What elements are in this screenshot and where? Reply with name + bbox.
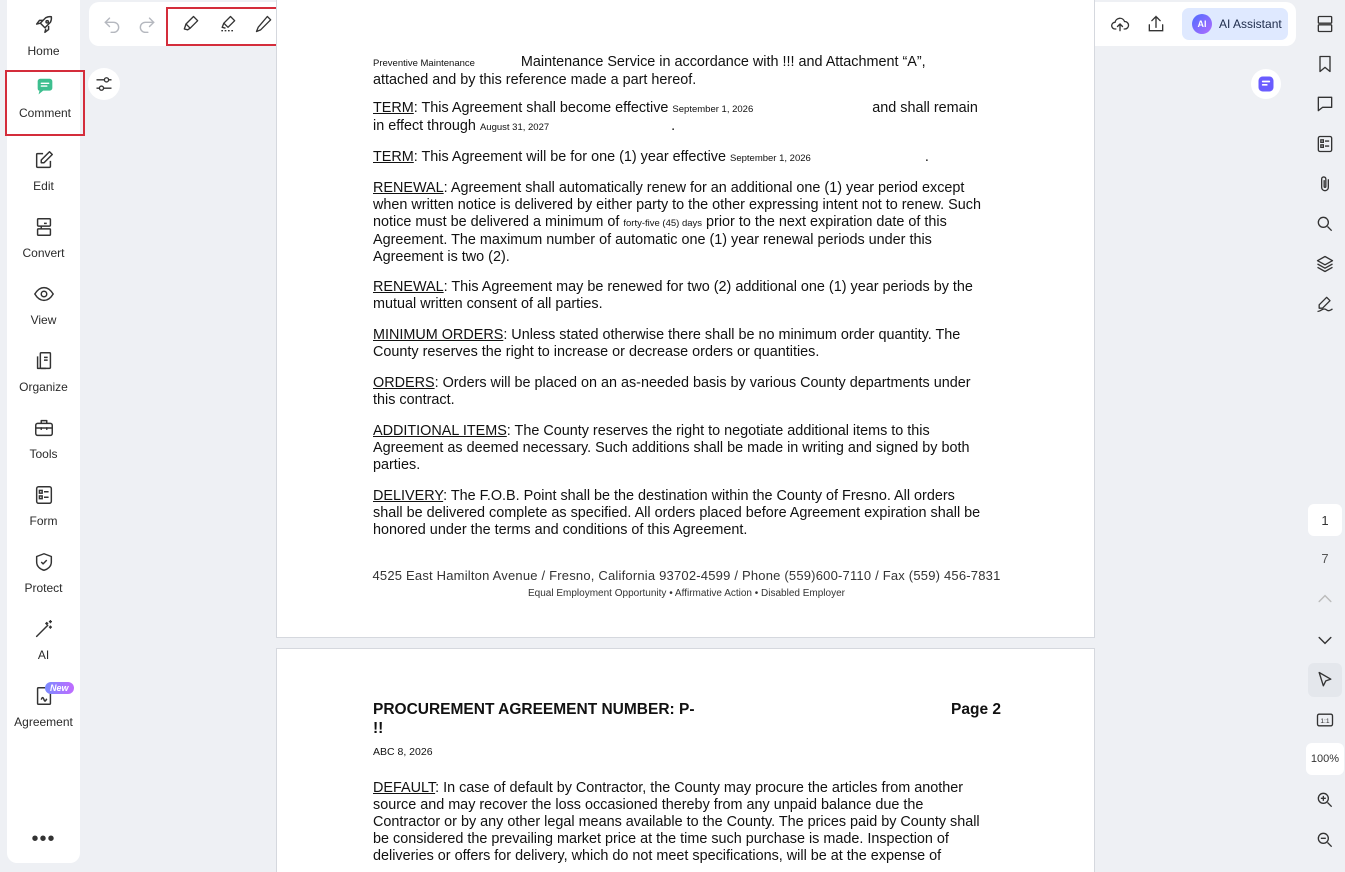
nav-protect[interactable]: [7, 547, 80, 607]
term-paragraph-2: [373, 149, 1001, 167]
scope-paragraph: [373, 54, 1001, 89]
new-badge: New: [45, 682, 74, 694]
term-paragraph-1: [373, 100, 1001, 136]
area-highlight-tool[interactable]: [216, 12, 240, 36]
nav-view-label: View: [30, 313, 57, 327]
zoom-level[interactable]: 100%: [1306, 743, 1344, 775]
paragraph-text: deliveries or offers for delivery, which do not meet specifications, will be at the expense of: [373, 848, 942, 864]
minimum-orders-paragraph: [373, 327, 1001, 361]
paragraph-text: source and may recover the loss occasioned thereby from any unpaid balance due the: [373, 797, 924, 813]
paperclip-icon: [1315, 174, 1335, 194]
paragraph-text: Contractor or by any other legal means available to the County. The prices paid by County shall: [373, 814, 980, 830]
cursor-icon: [1315, 670, 1335, 690]
section-heading: RENEWAL: [373, 279, 444, 295]
right-sidebar: [1304, 0, 1345, 872]
chevron-down-icon: [1315, 630, 1335, 650]
term-text: and shall remain: [872, 100, 978, 116]
nav-view[interactable]: [7, 279, 80, 339]
area-highlight-icon: [218, 14, 238, 34]
nav-form-label: Form: [29, 514, 58, 528]
nav-home-label: Home: [27, 44, 60, 58]
paragraph-text: County reserves the right to increase or decrease orders or quantities.: [373, 344, 820, 360]
paragraph-text: when written notice is delivered by either party to the other expressing intent not to renew. Such: [373, 197, 981, 213]
pencil-tool[interactable]: [252, 12, 276, 36]
default-paragraph: [373, 780, 1001, 865]
term-text: : This Agreement shall become effective: [413, 100, 673, 116]
form-icon: [33, 484, 55, 506]
comment-icon: [34, 76, 56, 98]
paragraph-text: notice must be delivered a minimum of: [373, 214, 624, 230]
term-text: .: [671, 118, 676, 134]
agreement-heading: [373, 700, 1001, 738]
ai-assistant-label: AI Assistant: [1219, 17, 1282, 31]
paragraph-text: honored under the terms and conditions of this Agreement.: [373, 522, 748, 538]
view-icon: [33, 283, 55, 305]
paragraph-text: be considered the prevailing market price at the time such purchase is made. Inspection of: [373, 831, 949, 847]
undo-icon: [102, 14, 122, 34]
convert-icon: [33, 216, 55, 238]
additional-items-paragraph: [373, 423, 1001, 474]
toolbox-icon: [33, 417, 55, 439]
search-icon: [1315, 214, 1335, 234]
footer-address: 4525 East Hamilton Avenue / Fresno, California 93702-4599 / Phone (559)600-7110 / Fax (559) 456-7831: [372, 568, 1001, 583]
start-date-field: September 1, 2026: [672, 104, 754, 115]
bookmark-icon: [1315, 54, 1335, 74]
edit-icon: [33, 149, 55, 171]
actual-size-label: 1:1: [1320, 717, 1330, 725]
redo-button[interactable]: [135, 12, 159, 36]
comment-bubble-icon: [1315, 94, 1335, 114]
previous-page-button[interactable]: [1314, 588, 1336, 610]
highlight-icon: [181, 14, 201, 34]
sliders-icon: [94, 74, 114, 94]
ai-assistant-button[interactable]: [1182, 8, 1288, 40]
share-icon: [1146, 14, 1166, 34]
footer-equal-opportunity: Equal Employment Opportunity • Affirmative Action • Disabled Employer: [528, 588, 845, 599]
comments-panel-button[interactable]: [1314, 93, 1336, 115]
section-heading: RENEWAL: [373, 180, 444, 196]
term-text: in effect through: [373, 118, 480, 134]
form-fields-button[interactable]: [1314, 133, 1336, 155]
upload-cloud-button[interactable]: [1108, 12, 1132, 36]
zoom-out-icon: [1315, 830, 1335, 850]
paragraph-text: : In case of default by Contractor, the County may procure the articles from another: [435, 780, 964, 796]
nav-tools-label: Tools: [29, 447, 58, 461]
nav-convert-label: Convert: [22, 246, 65, 260]
cloud-upload-icon: [1110, 14, 1130, 34]
agreement-number-value: !!: [373, 720, 384, 737]
nav-protect-label: Protect: [24, 581, 63, 595]
actual-size-button[interactable]: [1314, 709, 1336, 731]
highlight-tool[interactable]: [179, 12, 203, 36]
magic-wand-icon: [33, 618, 55, 640]
paragraph-text: shall be delivered complete as specified. All orders placed before Agreement expiration shall be: [373, 505, 981, 521]
zoom-in-icon: [1315, 790, 1335, 810]
ai-assistant-icon: AI: [1192, 14, 1212, 34]
zoom-in-button[interactable]: [1314, 789, 1336, 811]
app-logo-icon: [1256, 74, 1276, 94]
paragraph-text: Agreement as deemed necessary. Such additions shall be made in writing and signed by both: [373, 440, 970, 456]
total-pages: 7: [1321, 551, 1329, 566]
nav-organize[interactable]: [7, 346, 80, 406]
next-page-button[interactable]: [1314, 629, 1336, 651]
signatures-panel-button[interactable]: [1314, 293, 1336, 315]
renewal-paragraph-1: [373, 180, 1001, 266]
nav-home[interactable]: [7, 10, 80, 70]
nav-comment-label: Comment: [18, 106, 71, 120]
orders-paragraph: [373, 375, 1001, 409]
nav-convert[interactable]: [7, 212, 80, 272]
layout-icon: [1315, 14, 1335, 34]
bookmarks-button[interactable]: [1314, 53, 1336, 75]
agreement-date: ABC 8, 2026: [373, 746, 433, 758]
renewal-paragraph-2: [373, 279, 1001, 313]
share-button[interactable]: [1144, 12, 1168, 36]
form-list-icon: [1315, 134, 1335, 154]
document-page-2: [276, 648, 1095, 872]
current-page-input[interactable]: 1: [1308, 504, 1342, 536]
page-layout-button[interactable]: [1314, 13, 1336, 35]
section-heading: TERM: [373, 100, 414, 116]
search-panel-button[interactable]: [1314, 213, 1336, 235]
layers-button[interactable]: [1314, 253, 1336, 275]
section-heading: ORDERS: [373, 375, 435, 391]
floating-app-button[interactable]: [1251, 69, 1281, 99]
nav-ai-label: AI: [37, 648, 50, 662]
paragraph-text: prior to the next expiration date of this: [702, 214, 947, 230]
term-text: : This Agreement will be for one (1) year effective: [413, 149, 730, 165]
term-text: .: [924, 149, 929, 165]
nav-agreement[interactable]: [7, 681, 80, 741]
paragraph-text: mutual written consent of all parties.: [373, 296, 603, 312]
pencil-icon: [254, 14, 274, 34]
shield-icon: [33, 551, 55, 573]
paragraph-text: Agreement is two (2).: [373, 249, 510, 265]
paragraph-text: : Orders will be placed on an as-needed basis by various County departments under: [434, 375, 971, 391]
section-heading: MINIMUM ORDERS: [373, 327, 504, 343]
scope-text: Maintenance Service in accordance with !!! and Attachment “A”,: [520, 54, 926, 70]
scope-text-2: attached and by this reference made a part hereof.: [373, 72, 697, 88]
paragraph-text: : Agreement shall automatically renew for an additional one (1) year period except: [443, 180, 965, 196]
more-options-button[interactable]: •••: [31, 828, 56, 850]
nav-ai[interactable]: [7, 614, 80, 674]
paragraph-text: parties.: [373, 457, 421, 473]
paragraph-text: : This Agreement may be renewed for two (2) additional one (1) year periods by the: [443, 279, 973, 295]
section-heading: TERM: [373, 149, 414, 165]
nav-organize-label: Organize: [19, 380, 68, 394]
select-tool-button[interactable]: [1308, 663, 1342, 697]
section-heading: DEFAULT: [373, 780, 436, 796]
end-date-field: August 31, 2027: [479, 122, 550, 133]
rocket-icon: [33, 14, 55, 36]
signature-pen-icon: [1315, 294, 1335, 314]
layers-icon: [1315, 254, 1335, 274]
section-heading: ADDITIONAL ITEMS: [373, 423, 507, 439]
page-label: Page 2: [951, 701, 1001, 718]
attachments-panel-button[interactable]: [1314, 173, 1336, 195]
section-heading: DELIVERY: [373, 488, 444, 504]
organize-icon: [33, 350, 55, 372]
paragraph-text: : The F.O.B. Point shall be the destination within the County of Fresno. All orders: [443, 488, 955, 504]
paragraph-text: this contract.: [373, 392, 455, 408]
notice-days-field: forty-five (45) days: [623, 218, 703, 229]
chevron-up-icon: [1315, 589, 1335, 609]
nav-form[interactable]: [7, 480, 80, 540]
service-name-field: Preventive Maintenance: [373, 58, 475, 69]
comment-filter-button[interactable]: [88, 68, 120, 100]
paragraph-text: : The County reserves the right to negotiate additional items to this: [506, 423, 930, 439]
agreement-number-label: PROCUREMENT AGREEMENT NUMBER: P-: [373, 701, 695, 718]
document-page-1: [276, 0, 1095, 638]
delivery-paragraph: [373, 488, 1001, 539]
nav-agreement-label: Agreement: [14, 715, 73, 729]
nav-edit[interactable]: [7, 145, 80, 205]
nav-tools[interactable]: [7, 413, 80, 473]
actual-size-icon: [1315, 710, 1335, 730]
effective-date-field: September 1, 2026: [730, 153, 811, 164]
undo-button[interactable]: [100, 12, 124, 36]
nav-comment[interactable]: [7, 72, 83, 134]
redo-icon: [137, 14, 157, 34]
paragraph-text: : Unless stated otherwise there shall be no minimum order quantity. The: [503, 327, 961, 343]
nav-edit-label: Edit: [33, 179, 54, 193]
paragraph-text: Agreement. The maximum number of automatic one (1) year renewal periods under this: [373, 232, 932, 248]
left-navigation: [7, 0, 80, 863]
zoom-out-button[interactable]: [1314, 829, 1336, 851]
